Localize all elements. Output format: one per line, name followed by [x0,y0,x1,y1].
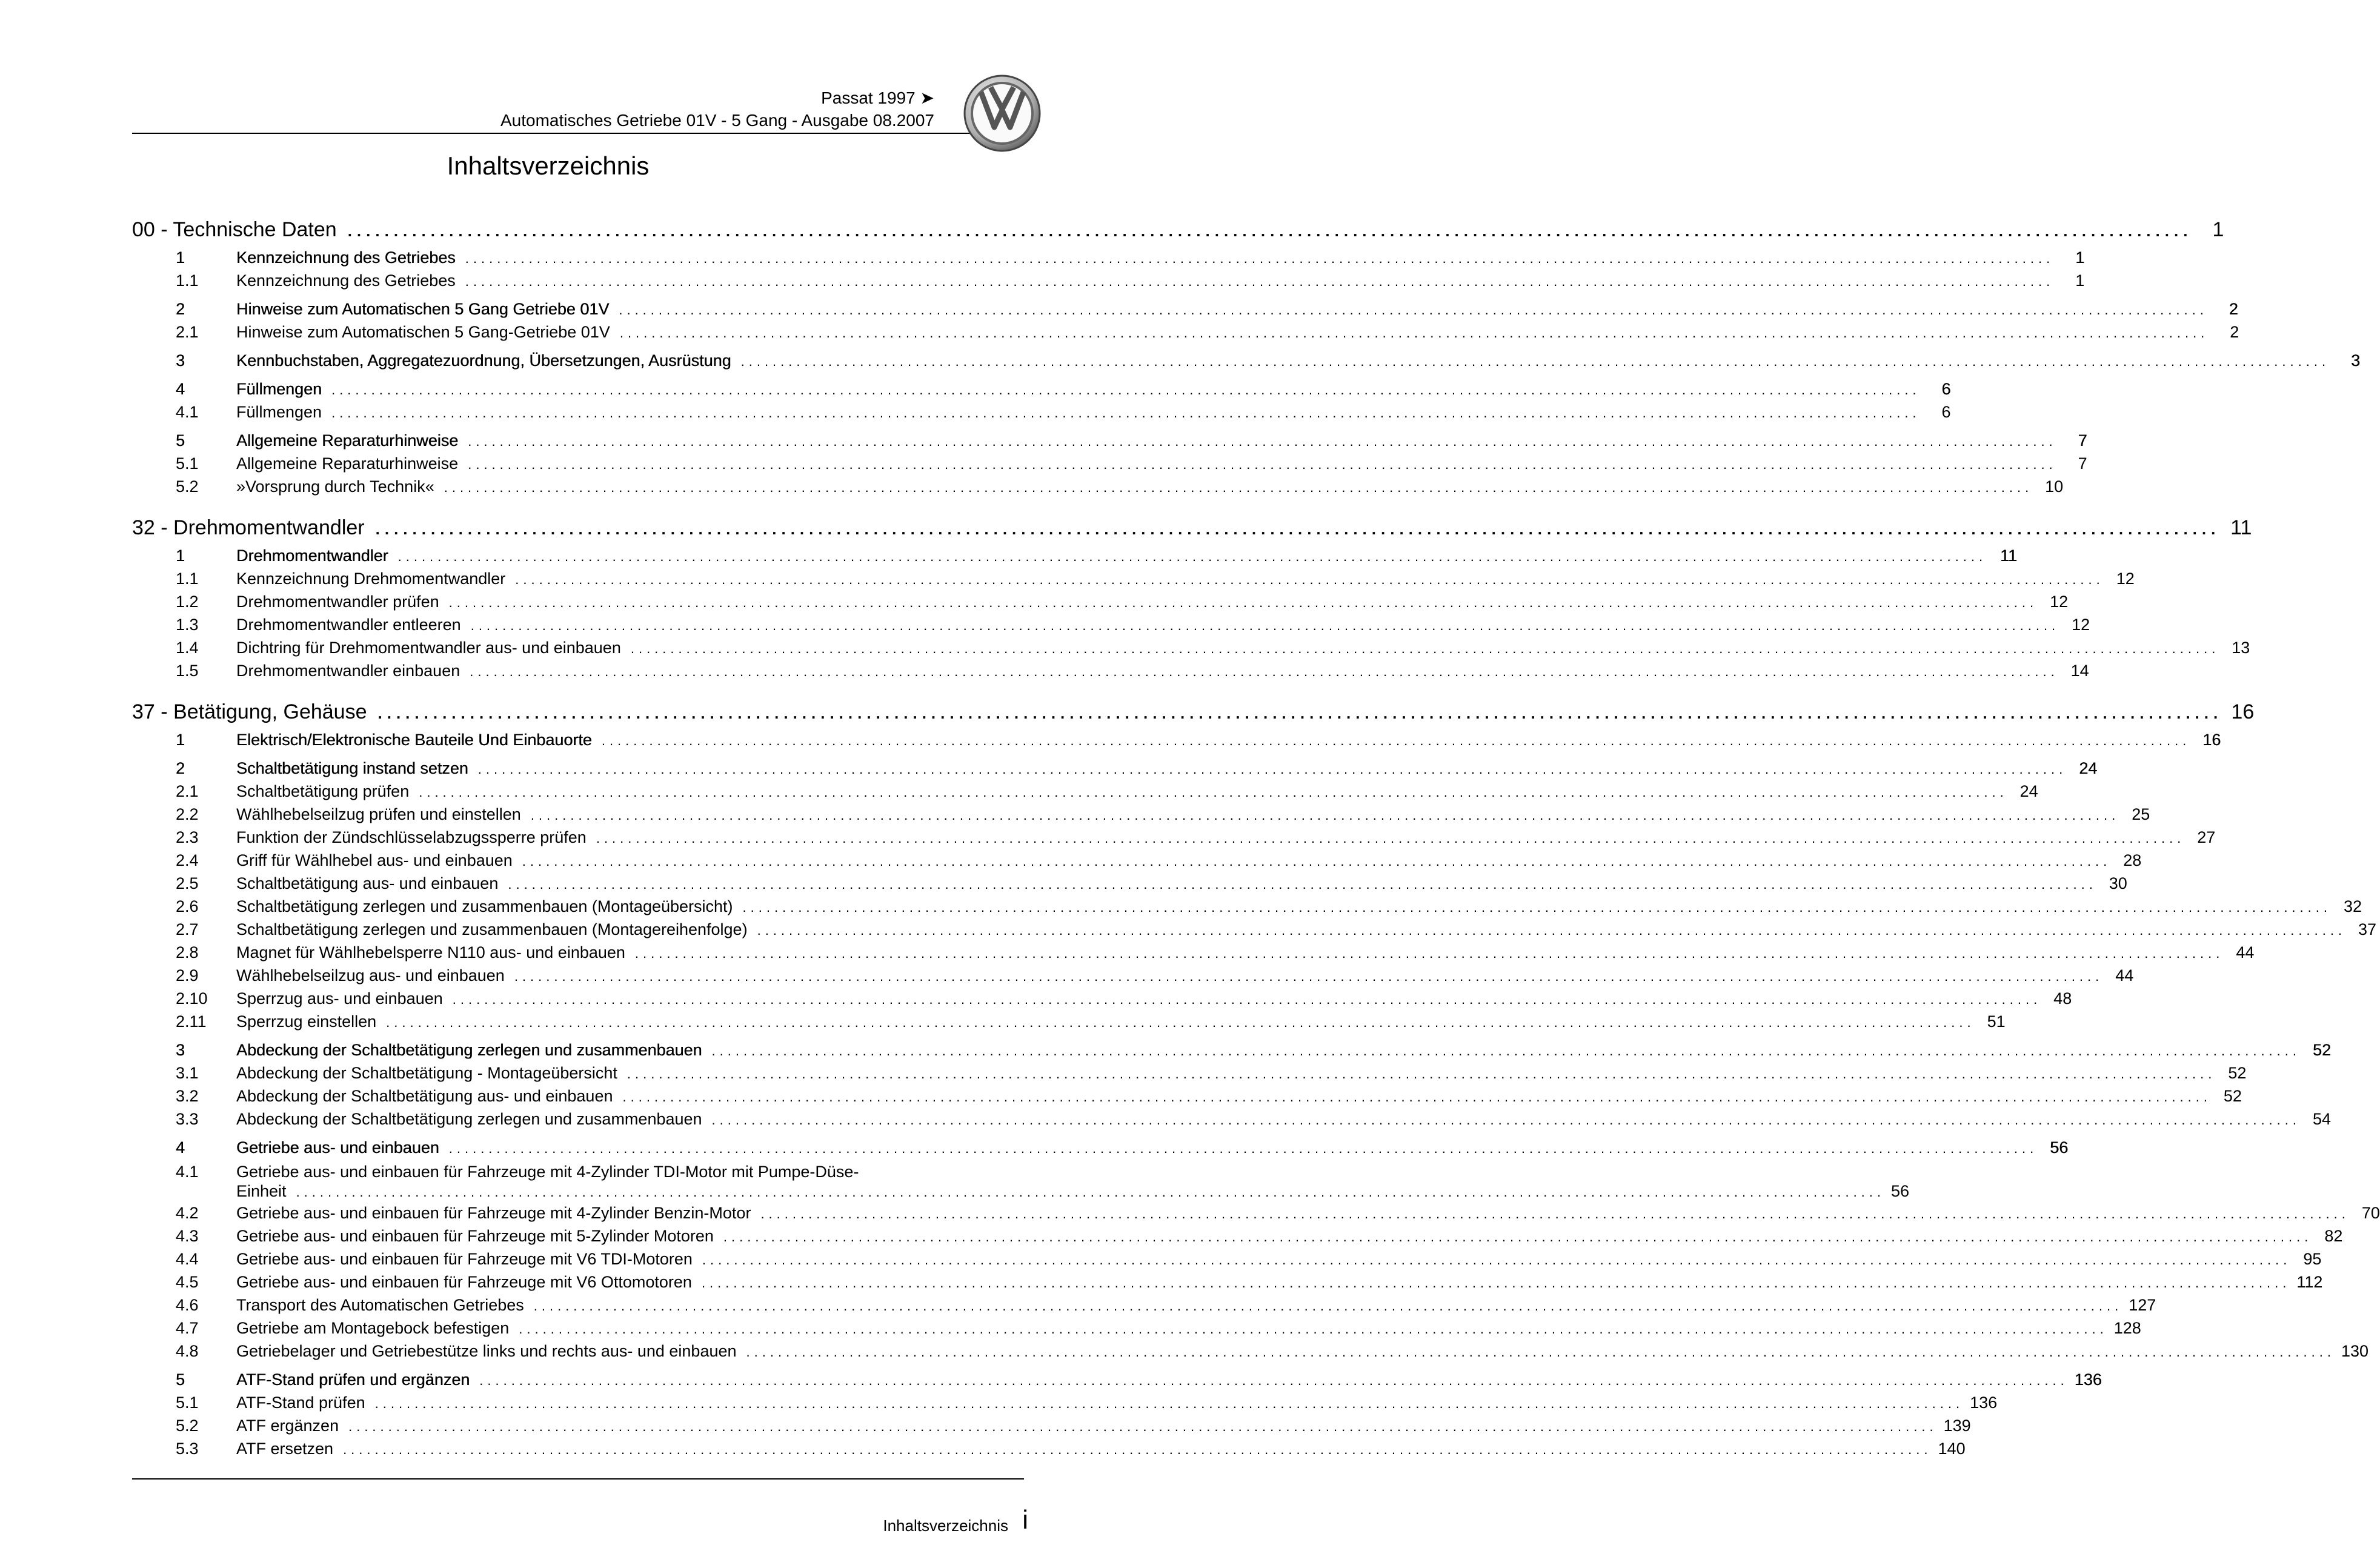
entry-title: Kennzeichnung des Getriebes [236,271,456,290]
entry-title: ATF ersetzen [236,1440,334,1458]
section-title: 37 - Betätigung, Gehäuse [132,700,367,723]
entry-number: 2.6 [176,897,199,915]
leader-dots: ........................................................................................................................................................................................................ [740,354,2330,369]
toc-entry[interactable] [132,1087,2242,1110]
leader-dots: ........................................................................................................................................................................................................ [347,222,2193,240]
entry-page: 14 [2070,662,2089,680]
toc-entry[interactable] [132,989,2072,1012]
entry-page: 1 [2075,271,2085,290]
section-gap [132,685,1024,694]
section-page: 1 [2212,218,2224,241]
document-title: Inhaltsverzeichnis [447,151,650,180]
leader-dots: ........................................................................................................................................................................................................ [515,572,2104,587]
toc-entry[interactable] [132,1393,1998,1416]
toc-entry[interactable] [132,1204,2380,1227]
toc-entry[interactable] [132,874,2127,897]
entry-page: 24 [2079,759,2098,777]
entry-number: 4.5 [176,1273,199,1291]
entry-title: Getriebe aus- und einbauen für Fahrzeuge mit V6 Ottomotoren [236,1273,692,1291]
section-page: 16 [2231,700,2255,723]
header-model: Passat 1997 ➤ [821,88,934,107]
leader-dots: ........................................................................................................................................................................................................ [619,325,2209,340]
footer-label: Inhaltsverzeichnis [883,1516,1008,1535]
toc-entry[interactable] [132,351,2361,374]
toc-entry[interactable] [132,639,2250,662]
entry-number: 1.1 [176,271,199,290]
entry-page: 37 [2358,920,2377,938]
entry-page: 7 [2078,431,2087,450]
entry-number: 3 [176,351,185,370]
entry-number: 4.8 [176,1342,199,1360]
toc-section-heading[interactable] [132,694,2255,731]
leader-dots: ........................................................................................................................................................................................................ [508,877,2097,892]
section-title: 00 - Technische Daten [132,218,337,241]
entry-title: Getriebe aus- und einbauen [236,1138,439,1157]
entry-page: 7 [2078,454,2087,473]
toc-entry[interactable] [132,323,2239,346]
entry-number: 4.1 [176,403,199,421]
entry-page: 95 [2303,1250,2322,1268]
entry-page: 6 [1941,403,1951,421]
entry-page: 25 [2132,805,2150,823]
entry-number: 1 [176,546,185,565]
entry-title: ATF ergänzen [236,1416,339,1435]
entry-page: 136 [1970,1393,1998,1412]
entry-title: Getriebe aus- und einbauen für Fahrzeuge mit 5-Zylinder Motoren [236,1227,714,1245]
entry-number: 4.2 [176,1204,199,1222]
entry-title: Drehmomentwandler [236,546,388,565]
entry-page: 2 [2229,300,2238,318]
leader-dots: ........................................................................................................................................................................................................ [514,969,2104,984]
entry-number: 5.1 [176,1393,199,1412]
entry-page: 2 [2230,323,2239,341]
toc-entry[interactable] [132,431,2087,454]
toc-entry[interactable] [132,1161,1910,1204]
entry-page: 127 [2129,1296,2156,1314]
toc-entry[interactable] [132,966,2134,989]
leader-dots: ........................................................................................................................................................................................................ [331,382,1921,397]
leader-dots: ........................................................................................................................................................................................................ [746,1344,2335,1360]
entry-title: Hinweise zum Automatischen 5 Gang-Getriebe 01V [236,323,610,341]
leader-dots: ........................................................................................................................................................................................................ [757,923,2347,938]
leader-dots: ........................................................................................................................................................................................................ [397,549,1987,564]
entry-page: 52 [2312,1041,2332,1059]
leader-dots: ........................................................................................................................................................................................................ [701,1275,2291,1290]
entry-number: 3.2 [176,1087,199,1105]
entry-page: 32 [2343,897,2362,915]
entry-title: Abdeckung der Schaltbetätigung zerlegen und zusammenbauen [236,1110,702,1128]
toc-entry[interactable] [132,1110,2332,1133]
leader-dots: ........................................................................................................................................................................................................ [619,302,2208,317]
entry-page: 82 [2324,1227,2343,1245]
toc-entry[interactable] [132,1342,2369,1365]
entry-title: Drehmomentwandler einbauen [236,662,460,680]
entry-page: 48 [2053,989,2072,1008]
entry-page: 52 [2228,1064,2247,1082]
entry-number: 2.4 [176,851,199,869]
leader-dots: ........................................................................................................................................................................................................ [444,480,2033,495]
leader-dots: ........................................................................................................................................................................................................ [374,1396,1964,1411]
entry-number: 2.8 [176,943,199,961]
entry-title: Sperrzug einstellen [236,1012,377,1031]
toc-entry[interactable] [132,920,2377,943]
entry-number: 2 [176,759,185,777]
entry-number: 5.2 [176,477,199,496]
entry-title: Schaltbetätigung zerlegen und zusammenbauen (Montagereihenfolge) [236,920,748,938]
toc-entry[interactable] [132,1250,2322,1273]
entry-number: 2.3 [176,828,199,846]
toc-entry[interactable] [132,662,2089,685]
toc-entry[interactable] [132,1296,2156,1319]
entry-page: 28 [2123,851,2142,869]
entry-page: 12 [2050,593,2069,611]
entry-number: 3.1 [176,1064,199,1082]
entry-number: 5.1 [176,454,199,473]
entry-number: 1.1 [176,570,199,588]
entry-number: 2.1 [176,782,199,800]
toc-entry[interactable] [132,248,2085,271]
toc-entry[interactable] [132,403,1951,426]
entry-page: 44 [2236,943,2255,961]
leader-dots: ........................................................................................................................................................................................................ [375,520,2221,538]
entry-title: Hinweise zum Automatischen 5 Gang Getriebe 01V [236,300,610,318]
entry-title: Schaltbetätigung zerlegen und zusammenbauen (Montageübersicht) [236,897,733,915]
entry-page: 136 [2074,1370,2102,1389]
entry-page: 11 [2000,546,2018,565]
entry-title: Füllmengen [236,403,322,421]
toc-entry[interactable] [132,731,2221,754]
entry-title: Abdeckung der Schaltbetätigung zerlegen und zusammenbauen [236,1041,702,1059]
header-subtitle: Automatisches Getriebe 01V - 5 Gang - Ausgabe 08.2007 [500,111,934,130]
toc-section-heading[interactable] [132,510,2252,546]
entry-number: 4.7 [176,1319,199,1337]
section-title: 32 - Drehmomentwandler [132,516,365,539]
entry-page: 16 [2202,731,2221,749]
leader-dots: ........................................................................................................................................................................................................ [452,992,2042,1007]
entry-title: Getriebe aus- und einbauen für Fahrzeuge mit 4-Zylinder Benzin-Motor [236,1204,751,1222]
leader-dots: ........................................................................................................................................................................................................ [331,405,1921,420]
leader-dots: ........................................................................................................................................................................................................ [465,274,2055,289]
toc-entry[interactable] [132,454,2087,477]
entry-number: 4 [176,380,185,398]
entry-title: Schaltbetätigung aus- und einbauen [236,874,499,892]
entry-page: 3 [2351,351,2361,370]
vw-logo-icon [963,74,1042,153]
entry-page: 112 [2296,1273,2323,1291]
toc-entry[interactable] [132,851,2142,874]
entry-title: »Vorsprung durch Technik« [236,477,434,496]
entry-title: Sperrzug aus- und einbauen [236,989,443,1008]
entry-page: 44 [2115,966,2134,985]
toc-entry[interactable] [132,570,2135,593]
entry-title: Schaltbetätigung prüfen [236,782,410,800]
entry-number: 5 [176,431,185,450]
entry-title: Allgemeine Reparaturhinweise [236,454,459,473]
entry-page: 6 [1941,380,1951,398]
section-page: 11 [2230,516,2252,539]
entry-number: 4.3 [176,1227,199,1245]
header-rule [132,133,1024,134]
leader-dots: ........................................................................................................................................................................................................ [470,618,2060,633]
entry-page: 12 [2072,616,2090,634]
toc-entry[interactable] [132,1138,2069,1161]
entry-number: 2.2 [176,805,199,823]
entry-title: Griff für Wählhebel aus- und einbauen [236,851,513,869]
entry-number: 4 [176,1138,185,1157]
toc-section-heading[interactable] [132,212,2224,248]
entry-page: 54 [2312,1110,2332,1128]
entry-title: Wählhebelseilzug prüfen und einstellen [236,805,521,823]
entry-number: 4.6 [176,1296,199,1314]
entry-number: 5.2 [176,1416,199,1435]
toc-entry[interactable] [132,782,2038,805]
leader-dots: ........................................................................................................................................................................................................ [601,733,2191,748]
toc-entry[interactable] [132,1041,2332,1064]
leader-dots: ........................................................................................................................................................................................................ [448,595,2038,610]
leader-dots: ........................................................................................................................................................................................................ [448,1141,2038,1156]
footer-rule [132,1478,1024,1480]
entry-title: Dichtring für Drehmomentwandler aus- und einbauen [236,639,621,657]
entry-number: 1.2 [176,593,199,611]
leader-dots: ........................................................................................................................................................................................................ [742,900,2332,915]
leader-dots: ........................................................................................................................................................................................................ [711,1112,2301,1128]
entry-title: ATF-Stand prüfen und ergänzen [236,1370,470,1389]
entry-title: Drehmomentwandler prüfen [236,593,439,611]
entry-number: 1.4 [176,639,199,657]
entry-number: 1.5 [176,662,199,680]
entry-number: 5 [176,1370,185,1389]
entry-number: 2 [176,300,185,318]
toc-entry[interactable] [132,300,2238,323]
leader-dots: ........................................................................................................................................................................................................ [760,1206,2350,1221]
toc-entry[interactable] [132,943,2255,966]
toc-entry[interactable] [132,805,2150,828]
entry-page: 56 [1891,1182,1910,1200]
toc-entry[interactable] [132,1440,1966,1463]
entry-title: Getriebe am Montagebock befestigen [236,1319,510,1337]
entry-title: Kennzeichnung Drehmomentwandler [236,570,506,588]
entry-page: 70 [2361,1204,2380,1222]
leader-dots: ........................................................................................................................................................................................................ [723,1229,2313,1244]
page-header [0,0,1096,145]
footer-page-number: i [1022,1505,1028,1535]
entry-number: 2.1 [176,323,199,341]
entry-title: Elektrisch/Elektronische Bauteile Und Einbauorte [236,731,592,749]
entry-title: Funktion der Zündschlüsselabzugssperre prüfen [236,828,587,846]
leader-dots: ........................................................................................................................................................................................................ [465,251,2055,266]
entry-title: Magnet für Wählhebelsperre N110 aus- und einbauen [236,943,625,961]
leader-dots: ........................................................................................................................................................................................................ [479,1373,2069,1388]
leader-dots: ........................................................................................................................................................................................................ [348,1419,1938,1434]
leader-dots: ........................................................................................................................................................................................................ [477,762,2067,777]
entry-number: 2.7 [176,920,199,938]
toc-entry[interactable] [132,759,2098,782]
leader-dots: ........................................................................................................................................................................................................ [702,1252,2292,1267]
toc-entry[interactable] [132,1273,2323,1296]
toc-entry[interactable] [132,1012,2006,1035]
entry-title: Abdeckung der Schaltbetätigung aus- und einbauen [236,1087,613,1105]
leader-dots: ........................................................................................................................................................................................................ [533,1298,2123,1314]
entry-title: Kennzeichnung des Getriebes [236,248,456,267]
entry-number: 3 [176,1041,185,1059]
entry-number: 2.10 [176,989,208,1008]
entry-page: 27 [2197,828,2216,846]
toc-entry[interactable] [132,477,2064,500]
entry-page: 52 [2223,1087,2242,1105]
leader-dots: ........................................................................................................................................................................................................ [634,946,2224,961]
leader-dots: ........................................................................................................................................................................................................ [522,854,2112,869]
entry-title: Kennbuchstaben, Aggregatezuordnung, Übersetzungen, Ausrüstung [236,351,731,370]
entry-number: 5.3 [176,1440,199,1458]
leader-dots: ........................................................................................................................................................................................................ [419,785,2008,800]
table-of-contents [132,212,2380,1463]
entry-page: 128 [2113,1319,2141,1337]
entry-number: 4.1 [176,1163,199,1181]
toc-entry[interactable] [132,1227,2343,1250]
toc-entry[interactable] [132,271,2085,294]
entry-title: Getriebe aus- und einbauen für Fahrzeuge mit 4-Zylinder TDI-Motor mit Pumpe-Düse- [236,1163,859,1181]
entry-title: Abdeckung der Schaltbetätigung - Montageübersicht [236,1064,617,1082]
entry-title: Getriebelager und Getriebestütze links und rechts aus- und einbauen [236,1342,737,1360]
entry-page: 140 [1938,1440,1966,1458]
leader-dots: ........................................................................................................................................................................................................ [468,457,2057,472]
leader-dots: ........................................................................................................................................................................................................ [519,1321,2108,1337]
entry-title: Getriebe aus- und einbauen für Fahrzeuge mit V6 TDI-Motoren [236,1250,693,1268]
entry-page: 10 [2045,477,2064,496]
entry-number: 2.5 [176,874,199,892]
leader-dots: ........................................................................................................................................................................................................ [596,831,2186,846]
leader-dots: ........................................................................................................................................................................................................ [470,664,2059,679]
entry-number: 2.9 [176,966,199,985]
entry-page: 24 [2019,782,2038,800]
entry-page: 12 [2116,570,2135,588]
leader-dots: ........................................................................................................................................................................................................ [468,434,2057,449]
entry-page: 30 [2109,874,2127,892]
entry-number: 4.4 [176,1250,199,1268]
entry-page: 13 [2232,639,2250,657]
entry-page: 130 [2341,1342,2369,1360]
leader-dots: ........................................................................................................................................................................................................ [622,1089,2212,1104]
leader-dots: ........................................................................................................................................................................................................ [386,1015,1975,1030]
toc-entry[interactable] [132,828,2216,851]
entry-page: 51 [1987,1012,2006,1031]
entry-number: 1 [176,248,185,267]
toc-entry[interactable] [132,1416,1971,1440]
entry-title: Drehmomentwandler entleeren [236,616,461,634]
entry-title: Wählhebelseilzug aus- und einbauen [236,966,505,985]
entry-title: Transport des Automatischen Getriebes [236,1296,524,1314]
entry-number: 3.3 [176,1110,199,1128]
toc-entry[interactable] [132,1319,2141,1342]
leader-dots: ........................................................................................................................................................................................................ [627,1066,2216,1081]
leader-dots: ........................................................................................................................................................................................................ [343,1442,1932,1457]
entry-page: 1 [2075,248,2085,267]
toc-entry[interactable] [132,546,2018,570]
entry-number: 2.11 [176,1012,207,1031]
section-gap [132,500,1024,510]
entry-page: 56 [2050,1138,2069,1157]
entry-number: 1.3 [176,616,199,634]
leader-dots: ........................................................................................................................................................................................................ [530,808,2120,823]
leader-dots: ........................................................................................................................................................................................................ [296,1184,1886,1200]
entry-title: Füllmengen [236,380,322,398]
leader-dots: ........................................................................................................................................................................................................ [711,1043,2301,1058]
entry-number: 1 [176,731,185,749]
entry-title: Allgemeine Reparaturhinweise [236,431,459,450]
leader-dots: ........................................................................................................................................................................................................ [377,704,2223,722]
entry-title-continued: Einheit [236,1182,287,1200]
entry-page: 139 [1943,1416,1971,1435]
toc-entry[interactable] [132,1370,2102,1393]
entry-title: ATF-Stand prüfen [236,1393,365,1412]
entry-title: Schaltbetätigung instand setzen [236,759,468,777]
toc-entry[interactable] [132,897,2362,920]
toc-entry[interactable] [132,1064,2247,1087]
leader-dots: ........................................................................................................................................................................................................ [630,641,2220,656]
toc-entry[interactable] [132,380,1951,403]
toc-entry[interactable] [132,593,2069,616]
toc-entry[interactable] [132,616,2090,639]
